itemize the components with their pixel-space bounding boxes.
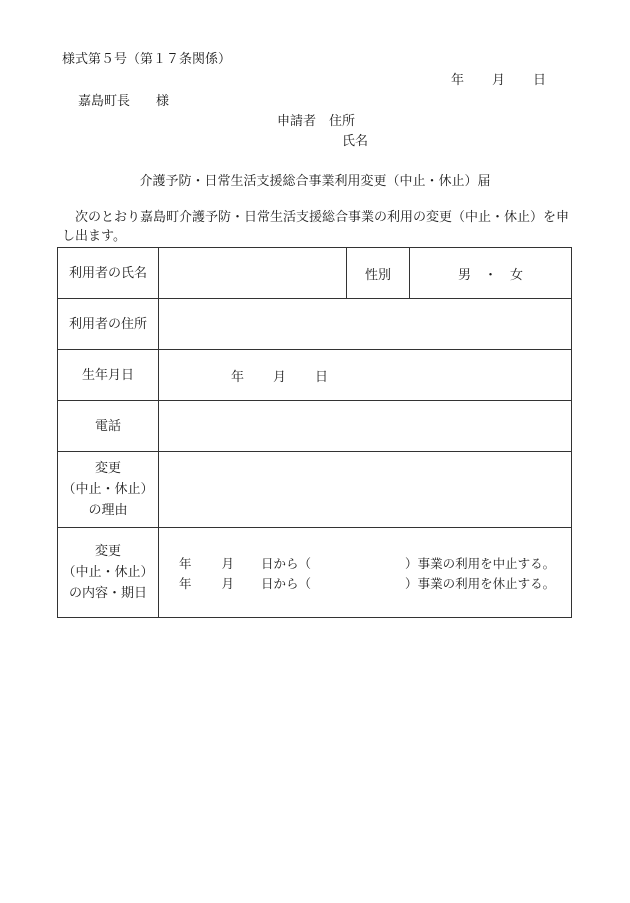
address-label: 住所 <box>329 114 356 129</box>
row-change-reason <box>58 452 572 528</box>
change-content-field <box>159 528 572 618</box>
applicant-name-row <box>342 130 368 149</box>
stop-from-label: 日から（ <box>261 555 312 571</box>
content-label-line-3: の内容・期日 <box>68 586 147 601</box>
birth-month-label: 月 <box>273 369 287 385</box>
pause-year-label: 年 <box>179 575 192 591</box>
stop-text: 事業の利用を中止する。 <box>417 555 556 571</box>
date-day-label: 日 <box>533 73 547 88</box>
submission-date <box>451 69 546 88</box>
row-user-name <box>58 248 572 299</box>
stop-line[interactable] <box>159 553 571 573</box>
user-name-label: 利用者の氏名 <box>58 248 159 299</box>
phone-label: 電話 <box>58 401 159 452</box>
user-name-field[interactable] <box>159 248 347 299</box>
document-title: 介護予防・日常生活支援総合事業利用変更（中止・休止）届 <box>139 174 491 189</box>
content-label-line-1: 変更 <box>94 544 121 559</box>
applicant-address-row <box>277 110 355 129</box>
user-address-field[interactable] <box>159 299 572 350</box>
change-content-label <box>58 528 159 618</box>
name-label: 氏名 <box>342 134 369 149</box>
content-label-line-2: （中止・休止） <box>62 565 154 580</box>
reason-label-line-1: 変更 <box>94 461 121 476</box>
pause-from-label: 日から（ <box>261 575 312 591</box>
row-birthdate <box>58 350 572 401</box>
birthdate-field[interactable] <box>159 350 572 401</box>
birthdate-label: 生年月日 <box>58 350 159 401</box>
notification-form-table <box>57 247 572 618</box>
change-reason-field[interactable] <box>159 452 572 528</box>
applicant-label: 申請者 <box>277 114 317 129</box>
birth-year-label: 年 <box>231 369 245 385</box>
change-reason-label <box>58 452 159 528</box>
birth-day-label: 日 <box>315 369 329 385</box>
form-number: 様式第５号（第１７条関係） <box>62 52 232 67</box>
pause-month-label: 月 <box>221 575 235 591</box>
date-month-label: 月 <box>492 73 506 88</box>
row-user-address <box>58 299 572 350</box>
pause-close-paren: ） <box>405 575 418 591</box>
intro-text: 次のとおり嘉島町介護予防・日常生活支援総合事業の利用の変更（中止・休止）を申し出ます。 <box>62 210 570 244</box>
row-change-content <box>58 528 572 618</box>
stop-year-label: 年 <box>179 555 192 571</box>
date-year-label: 年 <box>451 73 465 88</box>
pause-line[interactable] <box>159 573 571 593</box>
user-address-label: 利用者の住所 <box>58 299 159 350</box>
stop-month-label: 月 <box>221 555 235 571</box>
gender-options[interactable]: 男 ・ 女 <box>410 248 572 299</box>
stop-close-paren: ） <box>405 555 418 571</box>
reason-label-line-2: （中止・休止） <box>62 482 154 497</box>
phone-field[interactable] <box>159 401 572 452</box>
pause-text: 事業の利用を休止する。 <box>417 575 556 591</box>
row-phone <box>58 401 572 452</box>
reason-label-line-3: の理由 <box>88 503 128 518</box>
gender-label: 性別 <box>347 248 410 299</box>
addressee: 嘉島町長 様 <box>78 94 170 109</box>
